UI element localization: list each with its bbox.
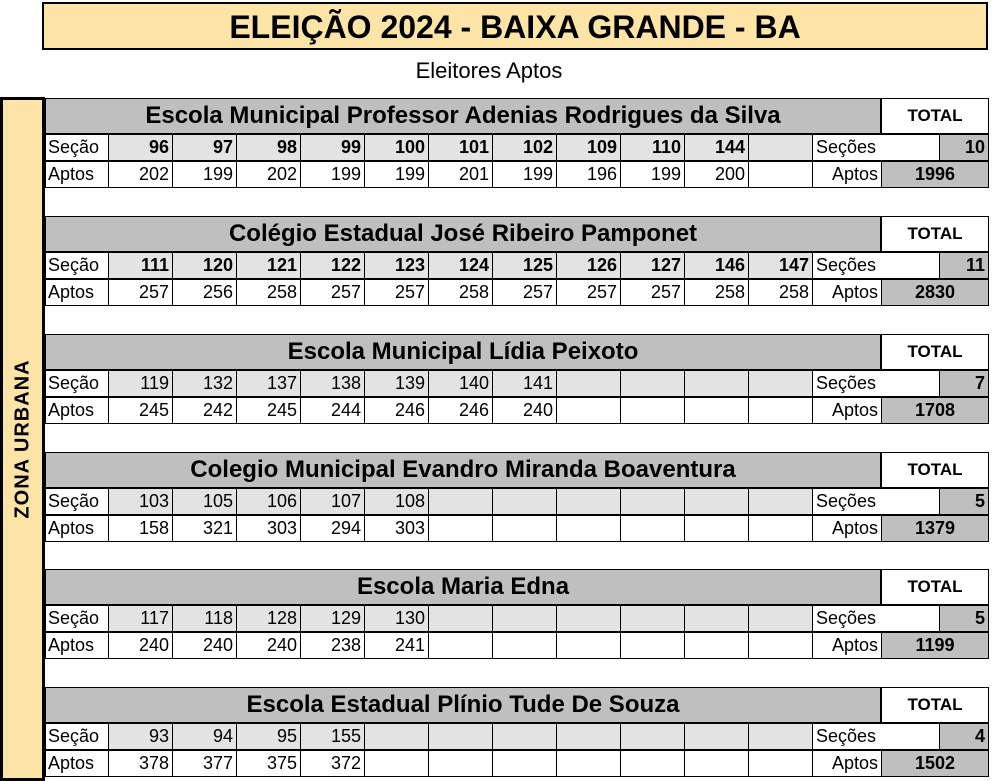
aptos-row xyxy=(45,161,989,188)
secao-cell: 98 xyxy=(236,134,301,161)
school-name: Colégio Estadual José Ribeiro Pamponet xyxy=(45,216,881,252)
aptos-cell: 372 xyxy=(300,750,365,777)
secao-cell: 130 xyxy=(364,605,429,632)
aptos-cell: 257 xyxy=(620,279,685,306)
aptos-cell: 257 xyxy=(108,279,173,306)
aptos-cell xyxy=(492,750,557,777)
secoes-label: Seções xyxy=(812,605,940,632)
aptos-row xyxy=(45,750,989,777)
secao-cell: 140 xyxy=(428,370,493,397)
aptos-cell: 199 xyxy=(364,161,429,188)
aptos-row xyxy=(45,279,989,306)
secao-row xyxy=(45,370,989,397)
aptos-label: Aptos xyxy=(45,632,109,659)
aptos-cell xyxy=(492,515,557,542)
secao-cell: 105 xyxy=(172,488,237,515)
aptos-cell: 321 xyxy=(172,515,237,542)
aptos-cell: 240 xyxy=(236,632,301,659)
aptos-total-label: Aptos xyxy=(812,515,882,542)
aptos-cell xyxy=(684,515,749,542)
secao-cell: 108 xyxy=(364,488,429,515)
secao-cell xyxy=(556,605,621,632)
aptos-cell: 303 xyxy=(364,515,429,542)
secao-cell: 118 xyxy=(172,605,237,632)
total-header: TOTAL xyxy=(881,569,989,605)
secao-cell: 144 xyxy=(684,134,749,161)
aptos-cell: 200 xyxy=(684,161,749,188)
secoes-label: Seções xyxy=(812,370,940,397)
page-subtitle: Eleitores Aptos xyxy=(415,58,563,83)
secao-cell: 120 xyxy=(172,252,237,279)
aptos-cell: 238 xyxy=(300,632,365,659)
secao-cell xyxy=(364,723,429,750)
secao-cell xyxy=(748,134,813,161)
secao-row xyxy=(45,134,989,161)
secao-cell xyxy=(492,605,557,632)
aptos-label: Aptos xyxy=(45,161,109,188)
aptos-cell: 303 xyxy=(236,515,301,542)
secao-label: Seção xyxy=(45,723,109,750)
secao-cell: 121 xyxy=(236,252,301,279)
secao-cell xyxy=(620,605,685,632)
secao-cell: 96 xyxy=(108,134,173,161)
secao-cell xyxy=(556,723,621,750)
aptos-cell xyxy=(620,750,685,777)
aptos-cell: 199 xyxy=(620,161,685,188)
secao-row xyxy=(45,252,989,279)
secao-cell: 100 xyxy=(364,134,429,161)
secao-cell: 99 xyxy=(300,134,365,161)
secao-cell xyxy=(684,723,749,750)
secao-row xyxy=(45,488,989,515)
aptos-cell: 158 xyxy=(108,515,173,542)
aptos-cell xyxy=(556,632,621,659)
aptos-cell: 294 xyxy=(300,515,365,542)
aptos-cell: 240 xyxy=(492,397,557,424)
secao-cell xyxy=(428,605,493,632)
aptos-cell: 257 xyxy=(364,279,429,306)
secao-cell: 124 xyxy=(428,252,493,279)
total-header: TOTAL xyxy=(881,452,989,488)
total-aptos-value: 1996 xyxy=(881,161,989,188)
aptos-total-label: Aptos xyxy=(812,397,882,424)
secao-cell xyxy=(492,488,557,515)
secao-cell xyxy=(620,723,685,750)
secao-cell xyxy=(684,488,749,515)
secao-cell xyxy=(428,488,493,515)
aptos-cell xyxy=(428,515,493,542)
secoes-label: Seções xyxy=(812,252,940,279)
school-name: Escola Municipal Professor Adenias Rodrigues da Silva xyxy=(45,98,881,134)
secao-cell: 101 xyxy=(428,134,493,161)
secao-cell xyxy=(492,723,557,750)
aptos-cell xyxy=(620,632,685,659)
aptos-cell: 258 xyxy=(236,279,301,306)
aptos-cell: 257 xyxy=(300,279,365,306)
secao-cell xyxy=(620,488,685,515)
secao-cell xyxy=(620,370,685,397)
total-header: TOTAL xyxy=(881,334,989,370)
aptos-cell: 245 xyxy=(108,397,173,424)
aptos-cell: 201 xyxy=(428,161,493,188)
secao-cell: 117 xyxy=(108,605,173,632)
secao-cell: 147 xyxy=(748,252,813,279)
total-secoes-value: 5 xyxy=(939,488,989,515)
aptos-cell: 377 xyxy=(172,750,237,777)
aptos-cell xyxy=(556,515,621,542)
aptos-cell xyxy=(684,750,749,777)
aptos-label: Aptos xyxy=(45,279,109,306)
aptos-cell: 258 xyxy=(428,279,493,306)
aptos-cell: 202 xyxy=(108,161,173,188)
secao-label: Seção xyxy=(45,370,109,397)
secao-cell: 110 xyxy=(620,134,685,161)
secao-label: Seção xyxy=(45,252,109,279)
secao-cell xyxy=(684,370,749,397)
total-header: TOTAL xyxy=(881,216,989,252)
zone-label-bar xyxy=(0,97,45,781)
secao-cell: 109 xyxy=(556,134,621,161)
secao-cell: 126 xyxy=(556,252,621,279)
secao-cell xyxy=(556,488,621,515)
aptos-cell: 245 xyxy=(236,397,301,424)
aptos-cell xyxy=(620,397,685,424)
secao-row xyxy=(45,723,989,750)
secao-cell: 119 xyxy=(108,370,173,397)
aptos-label: Aptos xyxy=(45,515,109,542)
zone-label: ZONA URBANA xyxy=(11,359,33,519)
secao-cell: 103 xyxy=(108,488,173,515)
aptos-label: Aptos xyxy=(45,750,109,777)
aptos-total-label: Aptos xyxy=(812,750,882,777)
aptos-row xyxy=(45,515,989,542)
secao-cell: 122 xyxy=(300,252,365,279)
aptos-cell xyxy=(748,632,813,659)
secao-cell: 155 xyxy=(300,723,365,750)
aptos-cell: 244 xyxy=(300,397,365,424)
secao-cell xyxy=(428,723,493,750)
secao-cell: 132 xyxy=(172,370,237,397)
secao-cell: 139 xyxy=(364,370,429,397)
aptos-cell: 240 xyxy=(108,632,173,659)
total-aptos-value: 1199 xyxy=(881,632,989,659)
secao-cell: 93 xyxy=(108,723,173,750)
secao-cell: 107 xyxy=(300,488,365,515)
aptos-cell: 246 xyxy=(364,397,429,424)
total-aptos-value: 2830 xyxy=(881,279,989,306)
secao-cell: 141 xyxy=(492,370,557,397)
total-secoes-value: 7 xyxy=(939,370,989,397)
secao-cell: 123 xyxy=(364,252,429,279)
aptos-cell: 202 xyxy=(236,161,301,188)
total-secoes-value: 4 xyxy=(939,723,989,750)
page-title: ELEIÇÃO 2024 - BAIXA GRANDE - BA xyxy=(42,2,988,50)
total-aptos-value: 1379 xyxy=(881,515,989,542)
aptos-cell xyxy=(748,515,813,542)
school-name: Colegio Municipal Evandro Miranda Boaventura xyxy=(45,452,881,488)
secoes-label: Seções xyxy=(812,488,940,515)
aptos-cell: 257 xyxy=(492,279,557,306)
school-name: Escola Municipal Lídia Peixoto xyxy=(45,334,881,370)
aptos-cell: 378 xyxy=(108,750,173,777)
secao-cell: 111 xyxy=(108,252,173,279)
total-aptos-value: 1502 xyxy=(881,750,989,777)
aptos-cell: 199 xyxy=(172,161,237,188)
aptos-total-label: Aptos xyxy=(812,632,882,659)
aptos-cell: 241 xyxy=(364,632,429,659)
total-secoes-value: 11 xyxy=(939,252,989,279)
aptos-cell: 246 xyxy=(428,397,493,424)
aptos-total-label: Aptos xyxy=(812,279,882,306)
aptos-cell: 199 xyxy=(492,161,557,188)
aptos-row xyxy=(45,397,989,424)
aptos-row xyxy=(45,632,989,659)
total-aptos-value: 1708 xyxy=(881,397,989,424)
aptos-cell xyxy=(556,397,621,424)
total-secoes-value: 5 xyxy=(939,605,989,632)
secao-cell xyxy=(748,488,813,515)
secao-cell: 129 xyxy=(300,605,365,632)
aptos-cell: 242 xyxy=(172,397,237,424)
secao-cell: 138 xyxy=(300,370,365,397)
secao-cell: 137 xyxy=(236,370,301,397)
aptos-cell xyxy=(428,632,493,659)
aptos-cell xyxy=(684,397,749,424)
secao-label: Seção xyxy=(45,605,109,632)
secao-cell: 128 xyxy=(236,605,301,632)
secao-cell: 94 xyxy=(172,723,237,750)
aptos-total-label: Aptos xyxy=(812,161,882,188)
aptos-cell xyxy=(428,750,493,777)
secao-label: Seção xyxy=(45,134,109,161)
secao-cell xyxy=(748,605,813,632)
aptos-cell: 256 xyxy=(172,279,237,306)
secoes-label: Seções xyxy=(812,134,940,161)
aptos-cell: 257 xyxy=(556,279,621,306)
aptos-cell: 375 xyxy=(236,750,301,777)
secao-cell xyxy=(748,370,813,397)
secao-cell: 95 xyxy=(236,723,301,750)
total-header: TOTAL xyxy=(881,98,989,134)
school-name: Escola Estadual Plínio Tude De Souza xyxy=(45,687,881,723)
aptos-cell xyxy=(748,161,813,188)
secao-cell: 127 xyxy=(620,252,685,279)
total-header: TOTAL xyxy=(881,687,989,723)
aptos-cell xyxy=(556,750,621,777)
secao-label: Seção xyxy=(45,488,109,515)
aptos-cell xyxy=(748,750,813,777)
aptos-cell: 258 xyxy=(684,279,749,306)
total-secoes-value: 10 xyxy=(939,134,989,161)
secao-cell: 97 xyxy=(172,134,237,161)
aptos-cell: 199 xyxy=(300,161,365,188)
secao-cell xyxy=(748,723,813,750)
aptos-cell xyxy=(748,397,813,424)
school-name: Escola Maria Edna xyxy=(45,569,881,605)
secao-cell xyxy=(556,370,621,397)
aptos-cell: 258 xyxy=(748,279,813,306)
aptos-cell: 240 xyxy=(172,632,237,659)
secao-cell: 125 xyxy=(492,252,557,279)
secao-cell xyxy=(684,605,749,632)
aptos-cell xyxy=(684,632,749,659)
aptos-cell: 196 xyxy=(556,161,621,188)
aptos-cell xyxy=(492,632,557,659)
aptos-cell xyxy=(364,750,429,777)
aptos-label: Aptos xyxy=(45,397,109,424)
secao-cell: 146 xyxy=(684,252,749,279)
secao-row xyxy=(45,605,989,632)
secoes-label: Seções xyxy=(812,723,940,750)
secao-cell: 102 xyxy=(492,134,557,161)
aptos-cell xyxy=(620,515,685,542)
secao-cell: 106 xyxy=(236,488,301,515)
